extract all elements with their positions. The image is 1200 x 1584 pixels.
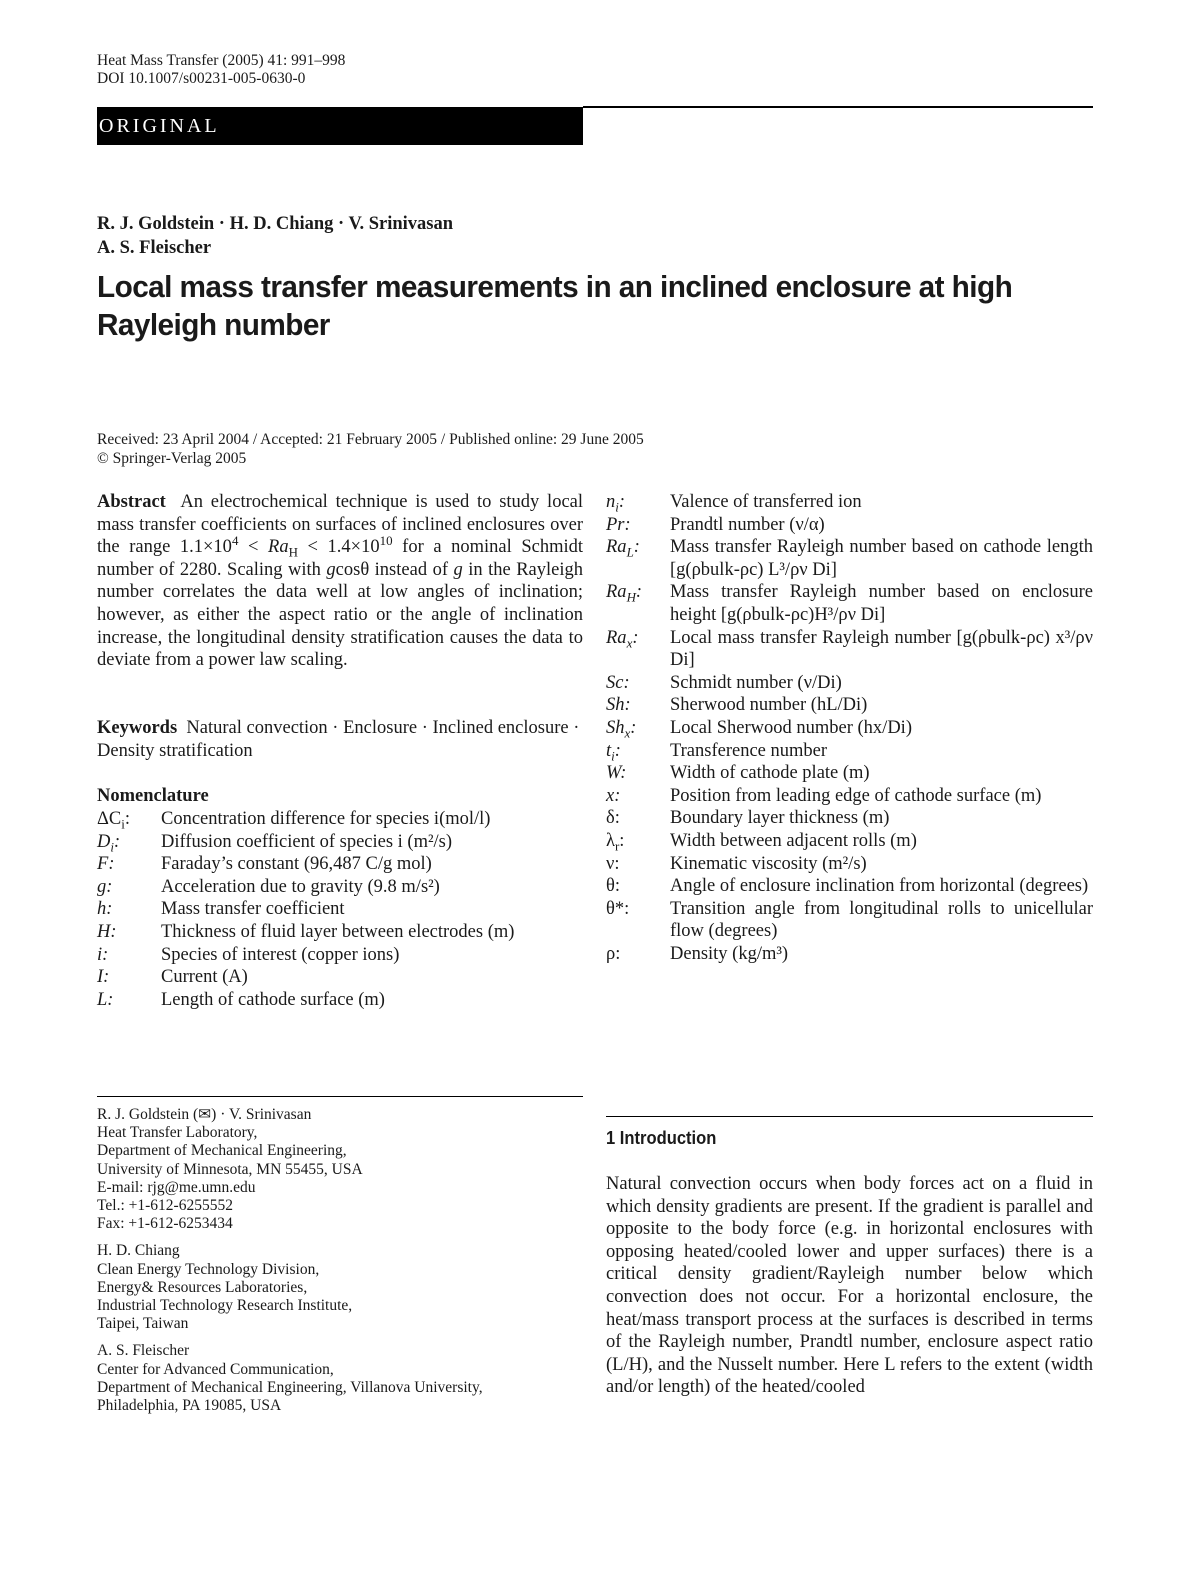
nomenclature-definition: Diffusion coefficient of species i (m²/s) [161, 831, 453, 852]
nomenclature-row [606, 694, 1093, 717]
nomenclature-definition: Local Sherwood number (hx/Di) [670, 717, 912, 738]
affiliation-line: Department of Mechanical Engineering, [97, 1142, 347, 1160]
nomenclature-definition: Sherwood number (hL/Di) [670, 695, 868, 716]
nomenclature-row [606, 853, 1093, 876]
math-symbol: Ra [268, 537, 289, 558]
nomenclature-row [97, 876, 583, 899]
nomenclature-row [97, 989, 583, 1012]
keywords-label: Keywords [97, 718, 178, 738]
date-history: Received: 23 April 2004 / Accepted: 21 February 2005 / Published online: 29 June 2005 [97, 431, 644, 448]
nomenclature-definition: Angle of enclosure inclination from horizontal (degrees) [670, 876, 1089, 897]
title-line-2: Rayleigh number [97, 307, 330, 342]
nomenclature-symbol: ν: [606, 853, 620, 874]
affiliation-line: Industrial Technology Research Institute, [97, 1297, 353, 1315]
nomenclature-symbol: Pr: [606, 514, 631, 535]
affiliation-line: Philadelphia, PA 19085, USA [97, 1397, 282, 1415]
nomenclature-definition: Acceleration due to gravity (9.8 m/s²) [161, 876, 440, 897]
nomenclature-symbol: ρ: [606, 943, 621, 964]
nomenclature-symbol: $D_i$: [97, 831, 121, 855]
affiliation-line: University of Minnesota, MN 55455, USA [97, 1160, 363, 1178]
affiliation-line: E-mail: rjg@me.umn.edu [97, 1178, 256, 1196]
nomenclature-row [97, 831, 583, 854]
nomenclature-symbol: θ: [606, 876, 621, 897]
nomenclature-definition: Width of cathode plate (m) [670, 763, 870, 784]
affiliation-line: Energy& Resources Laboratories, [97, 1278, 308, 1296]
nomenclature-row [97, 966, 583, 989]
nomenclature-row [97, 853, 583, 876]
nomenclature-symbol: W: [606, 763, 627, 784]
nomenclature-row [606, 627, 1093, 672]
keywords [97, 717, 583, 762]
nomenclature-row [606, 581, 1093, 626]
journal-header [97, 52, 345, 88]
nomenclature-definition: Thickness of fluid layer between electrodes (m) [161, 921, 515, 942]
nomenclature-definition: Valence of transferred ion [670, 492, 862, 512]
affiliation-line: Fax: +1-612-6253434 [97, 1215, 233, 1233]
authors-line-2: A. S. Fleischer [97, 238, 212, 258]
nomenclature-symbol: δ: [606, 808, 620, 829]
exponent: 4 [231, 533, 239, 549]
nomenclature-row [606, 898, 1093, 943]
affiliation-line: Taipei, Taiwan [97, 1315, 189, 1333]
nomenclature-symbol: I: [97, 967, 110, 988]
nomenclature-definition: Prandtl number (ν/α) [670, 514, 825, 535]
affiliation-line: Heat Transfer Laboratory, [97, 1124, 258, 1142]
affiliation-line: Clean Energy Technology Division, [97, 1260, 320, 1278]
nomenclature-definition: Length of cathode surface (m) [161, 989, 385, 1010]
copyright: © Springer-Verlag 2005 [97, 450, 247, 467]
section-banner [97, 107, 583, 145]
nomenclature-row [606, 807, 1093, 830]
nomenclature-symbol: h: [97, 899, 113, 920]
nomenclature-symbol: $\lambda_r$: [606, 830, 625, 854]
nomenclature-definition: Mass transfer Rayleigh number based on cathode length [g(ρbulk-ρc) L³/ρν Di] [670, 537, 1093, 580]
nomenclature-definition: Boundary layer thickness (m) [670, 808, 890, 829]
nomenclature-row [97, 921, 583, 944]
nomenclature-symbol: $Sh_x$: [606, 717, 637, 741]
affiliation-line: H. D. Chiang [97, 1242, 180, 1260]
nomenclature-list-right [606, 491, 1093, 965]
abstract-text: < [238, 537, 269, 558]
affiliation-line: Center for Advanced Communication, [97, 1360, 334, 1378]
nomenclature-definition: Kinematic viscosity (m²/s) [670, 853, 867, 874]
title-line-1: Local mass transfer measurements in an inclined enclosure at high [97, 269, 1013, 304]
author-list [97, 212, 797, 260]
affiliation-line: R. J. Goldstein (✉) · V. Srinivasan [97, 1106, 312, 1123]
nomenclature-symbol: $Ra_L$: [606, 537, 640, 560]
affiliation-block [97, 1342, 583, 1415]
nomenclature-row [97, 944, 583, 967]
nomenclature-symbol: L: [97, 989, 114, 1010]
nomenclature-definition: Density (kg/m³) [670, 943, 789, 964]
introduction-rule [606, 1116, 1093, 1117]
abstract [97, 491, 583, 672]
nomenclature-row [606, 717, 1093, 740]
nomenclature-row [97, 808, 583, 831]
introduction-heading: 1 Introduction [606, 1128, 717, 1148]
affiliation-block [97, 1242, 583, 1333]
nomenclature-symbol: $Ra_H$: [606, 582, 643, 606]
nomenclature-definition: Current (A) [161, 967, 248, 988]
nomenclature-symbol: θ*: [606, 898, 630, 919]
nomenclature-definition: Species of interest (copper ions) [161, 944, 400, 965]
nomenclature-symbol: $\Delta C_i$: [97, 809, 130, 832]
nomenclature-symbol: F: [97, 854, 115, 875]
nomenclature-symbol: $n_i$: [606, 492, 626, 515]
nomenclature-definition: Concentration difference for species i(mol/l) [161, 809, 491, 829]
nomenclature-row [606, 740, 1093, 763]
nomenclature-symbol: Sc: [606, 672, 630, 693]
nomenclature-row [606, 830, 1093, 853]
math-symbol: g [453, 559, 463, 580]
nomenclature-row [97, 898, 583, 921]
nomenclature-symbol: Sh: [606, 695, 631, 716]
abstract-text: in the Rayleigh number correlates the data well at low angles of inclination; however, as either the aspect ratio or the angle of inclination increase, the longitudinal density stratification causes the data to deviate from a power law scaling. [97, 559, 583, 671]
nomenclature-definition: Width between adjacent rolls (m) [670, 830, 917, 851]
affiliations [97, 1106, 583, 1415]
math-symbol: g [326, 559, 336, 580]
nomenclature-row [606, 875, 1093, 898]
abstract-text: < 1.4×10 [297, 537, 380, 558]
affiliation-line: Tel.: +1-612-6255552 [97, 1197, 233, 1215]
affiliation-line: A. S. Fleischer [97, 1342, 190, 1360]
nomenclature-definition: Mass transfer coefficient [161, 899, 345, 920]
affiliation-line: Department of Mechanical Engineering, Villanova University, [97, 1378, 483, 1396]
journal-doi: DOI 10.1007/s00231-005-0630-0 [97, 70, 306, 87]
nomenclature-definition: Position from leading edge of cathode surface (m) [670, 785, 1042, 806]
nomenclature-definition: Schmidt number (ν/Di) [670, 672, 842, 693]
paper-title [97, 268, 1057, 344]
nomenclature-definition: Transition angle from longitudinal rolls to unicellular flow (degrees) [670, 898, 1093, 942]
publication-dates [97, 430, 644, 468]
nomenclature-row [606, 672, 1093, 695]
abstract-label: Abstract [97, 492, 166, 512]
nomenclature-heading: Nomenclature [97, 786, 209, 806]
nomenclature-row [606, 762, 1093, 785]
affiliation-rule [97, 1096, 583, 1097]
section-label: ORIGINAL [99, 115, 220, 137]
nomenclature-definition: Mass transfer Rayleigh number based on enclosure height [g(ρbulk-ρc)H³/ρν Di] [670, 582, 1093, 625]
nomenclature-row [606, 785, 1093, 808]
introduction-text: Natural convection occurs when body forces act on a fluid in which density gradients are present. If the gradient is parallel and opposite to the body force (e.g. in horizontal enclosures with opposing heated/cooled lower and upper surfaces) there is a critical density gradient/Rayleigh number below which convection does not occur. For a horizontal enclosure, the heat/mass transport process at the surfaces is described in terms of the Rayleigh number, Prandtl number, enclosure aspect ratio (L/H), and the Nusselt number. Here L refers to the extent (width and/or length) of the heated/cooled [606, 1174, 1093, 1398]
nomenclature-symbol: i: [97, 944, 109, 965]
keywords-text: Natural convection · Enclosure · Inclined enclosure · Density stratification [97, 718, 580, 761]
nomenclature-definition: Transference number [670, 740, 828, 761]
affiliation-block [97, 1106, 583, 1233]
nomenclature-symbol: g: [97, 876, 113, 897]
nomenclature-row [606, 491, 1093, 514]
subscript: H [288, 544, 298, 560]
authors-line-1: R. J. Goldstein · H. D. Chiang · V. Srinivasan [97, 214, 454, 234]
nomenclature-symbol: $Ra_x$: [606, 627, 639, 651]
nomenclature-symbol: x: [606, 785, 621, 806]
abstract-text: cosθ instead of [335, 559, 454, 580]
nomenclature-definition: Local mass transfer Rayleigh number [g(ρbulk-ρc) x³/ρν Di] [670, 627, 1093, 671]
nomenclature-row [606, 514, 1093, 537]
nomenclature-row [606, 943, 1093, 966]
abstract-text: for a nominal Schmidt number of 2280. Scaling with [97, 537, 584, 580]
nomenclature-row [606, 536, 1093, 581]
nomenclature-definition: Faraday’s constant (96,487 C/g mol) [161, 854, 432, 875]
journal-citation: Heat Mass Transfer (2005) 41: 991–998 [97, 52, 346, 69]
exponent: 10 [379, 533, 393, 549]
nomenclature-symbol: H: [97, 921, 117, 942]
abstract-text: An electrochemical technique is used to study local mass transfer coefficients on surfaces of inclined enclosures over the range 1.1×10 [97, 492, 583, 558]
nomenclature-list-left [97, 808, 583, 1011]
header-rule [583, 106, 1093, 108]
nomenclature-symbol: $t_i$: [606, 740, 621, 764]
